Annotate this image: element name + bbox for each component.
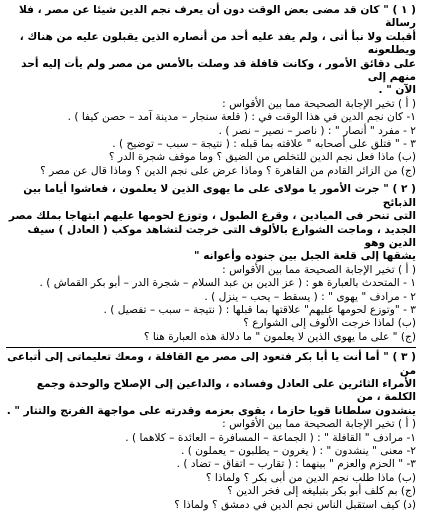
- question-line: ٢ - مرادف " يهوى " : ( يسقط – يحب – ينزل ) .: [204, 290, 416, 303]
- question-line: ( أ ) تخير الإجابة الصحيحة مما بين الأقواس :: [222, 263, 416, 276]
- question-line: ٣- " الحزم والعزم " بينهما : ( تقارب – اتفاق – تضاد ) .: [176, 458, 416, 471]
- passage-line: ( ١ ) " كان قد مضى بعض الوقت دون أن يعرف نجم الدين شيئا عن مصر ، فلا رسالة: [19, 4, 416, 30]
- section-divider: [6, 347, 416, 348]
- question-line: (د) كيف استقبل الناس نجم الدين في دمشق ؟ ولماذا ؟: [174, 498, 416, 511]
- question-line: (ب) ماذا فعل نجم الدين للتخلص من الضيق ؟ وما موقف شجرة الدر ؟: [108, 151, 416, 164]
- question-line: (ب) لماذا خرجت الألوف إلى الشوارع ؟: [243, 317, 416, 330]
- passage-line: الأمراء الثائرين على العادل وفساده ، والداعين إلى الإصلاح والوحدة وجمع الكلمة ، من: [36, 377, 416, 404]
- passage-line: الآن " .: [378, 84, 416, 97]
- passage-line: يشقها إلى قلعة الجبل بين جنوده وأعوانه ": [194, 250, 416, 263]
- question-line: ٣ - "وتوزع لحومها عليهم" علاقتها بما قبلها : ( نتيجة – سبب – تفصيل ) .: [103, 303, 416, 316]
- question-line: (ب) ماذا طلب نجم الدين من أبى بكر ؟ ولماذا ؟: [205, 471, 416, 484]
- question-line: ٣ - " فتلق على أصحابه " علاقته بما قبله : ( نتيجة – سبب – توضيح ) .: [112, 138, 416, 151]
- question-line: (ج) بم كلف أبو بكر بتبليغه إلى فخر الدين ؟: [227, 485, 416, 498]
- question-line: ١ - المتحدث بالعبارة هو : ( عز الدين بن عبد السلام – شجرة الدر – أبو بكر القماش ) .: [39, 277, 416, 290]
- question-line: ٢- معنى " ينشدون " : ( يغرون – يطلبون – يعملون ) .: [180, 445, 416, 457]
- passage-line: التى تنحر فى الميادين ، وقرع الطبول ، وتوزع لحومها عليهم ابتهاجا بملك مصر: [8, 210, 416, 223]
- passage-line: ( ٣ ) " أما أنت يا أبا بكر فتعود إلى مصر مع القافلة ، ومعك تعليماتى إلى أتباعى من: [7, 351, 416, 377]
- question-line: ١- مرادف " القافلة " : ( الجماعة – المسافرة – العائدة – كلاهما ) .: [125, 431, 416, 444]
- question-line: (ج) " على ما يهوى الذين لا يعلمون " ما دلالة هذه العبارة هنا ؟: [143, 330, 416, 343]
- question-line: ٢ - مفرد " أنصار " : ( ناصر – نصير – نصر ) .: [218, 124, 416, 137]
- question-line: ( أ ) تخير الإجابة الصحيحة مما بين الأقواس :: [222, 97, 416, 110]
- passage-line: ( ٢ ) " جرت الأمور يا مولاى على ما يهوى الذين لا يعلمون ، فعاشوا أياما بين الذبائح: [23, 183, 416, 209]
- passage-line: الجديد ، وماجت الشوارع بالألوف التى خرجت لتشاهد موكب ( العادل ) سيف الدين وهو: [27, 223, 416, 249]
- passage-line: ينشدون سلطانا قويا حازما ، يقوى بعزمه وقدرته على مواجهة الفرنج والتتار " .: [6, 404, 416, 417]
- passage-line: أقبلت ولا نبأ أتى ، ولم يفد عليه أحد من أنصاره الذين يقبلون عليه من هناك ، ويطلعونه: [19, 30, 416, 57]
- passage-line: على دقائق الأمور ، وكانت قافلة قد وصلت بالأمس من مصر ولم يأت إليه أحد منهم إلى: [21, 57, 416, 84]
- question-line: ( أ ) تخير الإجابة الصحيحة مما بين الأقواس :: [222, 418, 416, 431]
- question-line: (ج) من الزائر القادم من القاهرة ؟ وماذا عرض على نجم الدين ؟ وماذا قال عن مصر ؟: [40, 164, 416, 177]
- question-line: ١- كان نجم الدين في هذا الوقت في : ( قلعة سنجار – مدينة آمد – حصن كيفا ) .: [67, 111, 416, 124]
